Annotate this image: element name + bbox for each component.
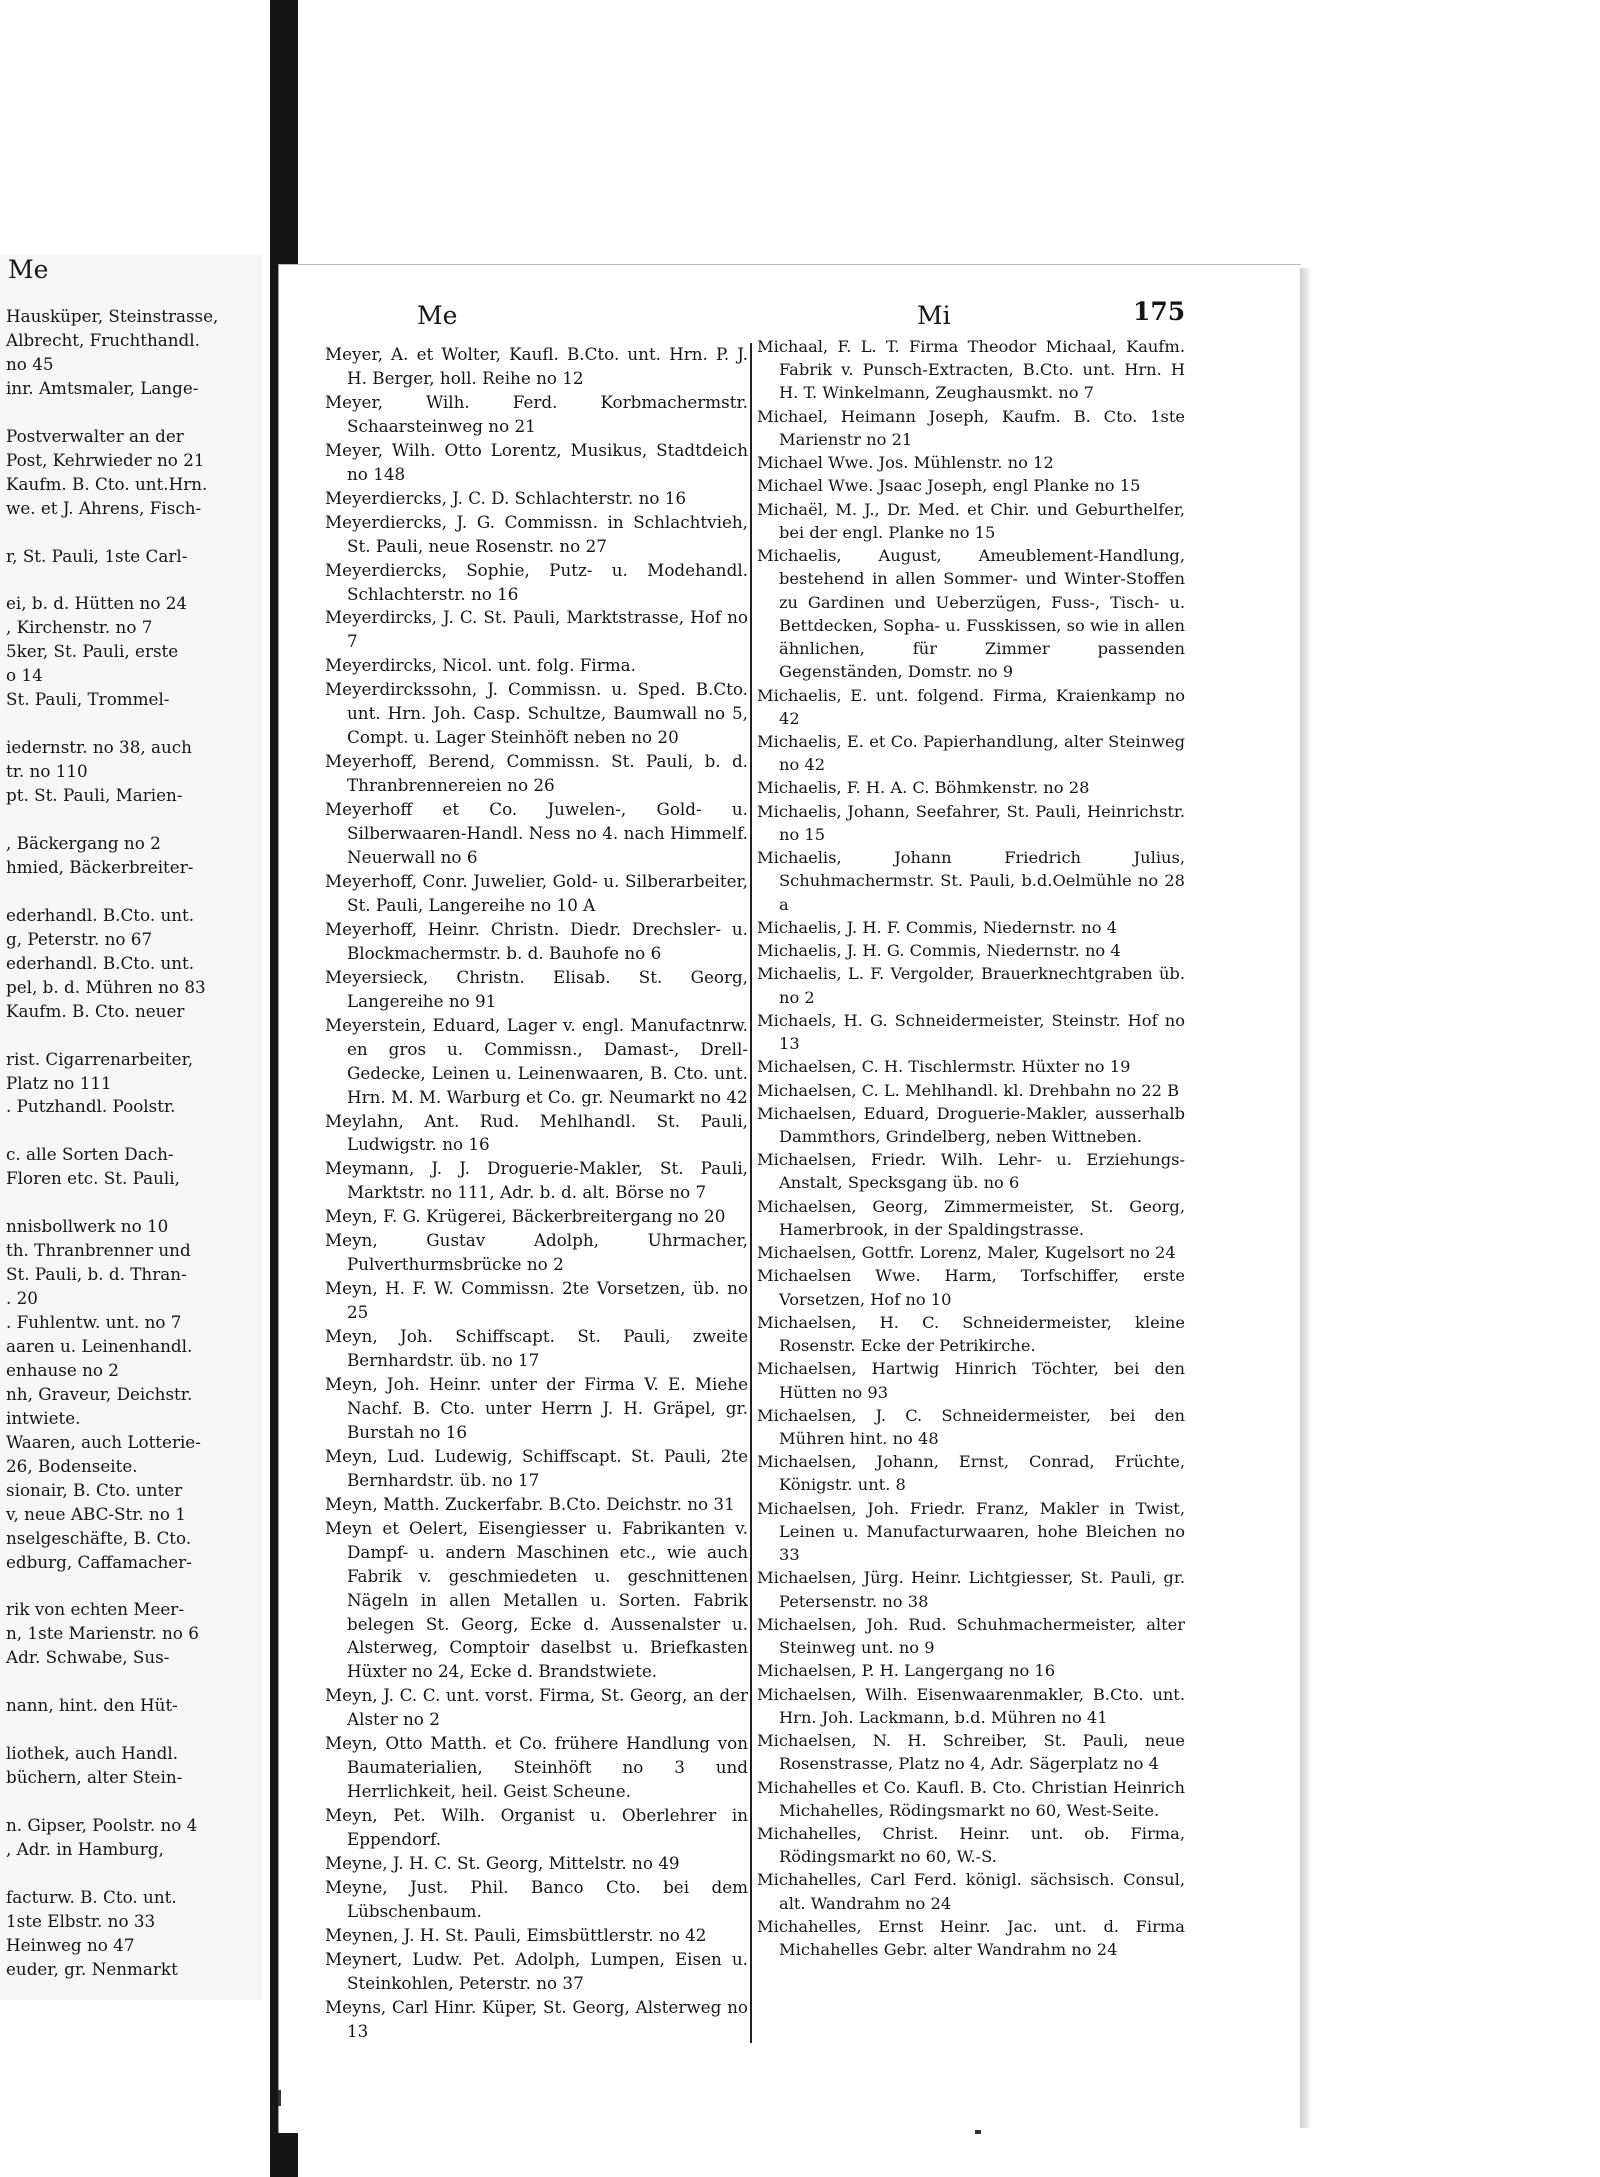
directory-entry: Michaelsen, J. C. Schneidermeister, bei den Mühren hint. no 48 [757,1405,1185,1449]
directory-entry: Meyer, Wilh. Ferd. Korbmachermstr. Schaarsteinweg no 21 [325,391,748,436]
directory-entry: Meyerhoff, Conr. Juwelier, Gold- u. Silberarbeiter, St. Pauli, Langereihe no 10 A [325,870,748,915]
directory-entry: Michaelsen, H. C. Schneidermeister, kleine Rosenstr. Ecke der Petrikirche. [757,1312,1185,1356]
directory-entry: Michaelis, August, Ameublement-Handlung, bestehend in allen Sommer- und Winter-Stoffen zu Gardinen und Ueberzügen, Fuss-, Tisch- u. Bettdecken, Sopha- u. Fusskissen, so wie in allen ähnlichen, für Zimmer passenden Gegenständen, Domstr. no 9 [757,546,1185,682]
right-page [278,264,1301,2133]
left-page-line: intwiete. [6,1407,81,1428]
directory-entry: Michael, Heimann Joseph, Kaufm. B. Cto. 1ste Marienstr no 21 [757,406,1185,449]
ink-speck [975,2130,981,2134]
directory-entry: Meynert, Ludw. Pet. Adolph, Lumpen, Eisen u. Steinkohlen, Peterstr. no 37 [325,1948,748,1993]
column-b [757,335,1185,1961]
directory-entry: Meyn, Otto Matth. et Co. frühere Handlung von Baumaterialien, Steinhöft no 3 und Herrlichkeit, heil. Geist Scheune. [325,1733,748,1802]
directory-entry: Michaelsen, C. L. Mehlhandl. kl. Drehbahn no 22 B [757,1080,1180,1100]
left-page-line [6,1191,256,1215]
margin-mark [278,2090,281,2106]
directory-entry: Meyn, Gustav Adolph, Uhrmacher, Pulverthurmsbrücke no 2 [325,1230,748,1275]
directory-entry: Michahelles, Ernst Heinr. Jac. unt. d. Firma Michahelles Gebr. alter Wandrahm no 24 [757,1916,1185,1960]
directory-entry: Meyer, A. et Wolter, Kaufl. B.Cto. unt. Hrn. P. J. H. Berger, holl. Reihe no 12 [325,344,748,388]
directory-entry: Michaelsen, Friedr. Wilh. Lehr- u. Erziehungs-Anstalt, Specksgang üb. no 6 [757,1150,1185,1193]
left-page-line: inr. Amtsmaler, Lange- [6,377,199,398]
left-page-line: facturw. B. Cto. unt. [6,1886,177,1907]
left-page-line: Postverwalter an der [6,425,184,446]
left-page-line: . Fuhlentw. unt. no 7 [6,1312,182,1333]
left-page-line: St. Pauli, b. d. Thran- [6,1264,187,1285]
directory-entry: Michaelis, J. H. G. Commis, Niedernstr. no 4 [757,941,1121,961]
left-page-line [6,521,256,545]
directory-entry: Michaël, M. J., Dr. Med. et Chir. und Geburthelfer, bei der engl. Planke no 15 [757,499,1185,542]
left-page-line: hmied, Bäckerbreiter- [6,856,194,877]
left-page-line [6,568,256,592]
header-center: Mi [917,301,951,330]
directory-entry: Michaelis, E. et Co. Papierhandlung, alter Steinweg no 42 [757,731,1185,775]
directory-entry: Michaelsen, C. H. Tischlermstr. Hüxter no 19 [757,1057,1131,1077]
directory-entry: Meyn, Joh. Schiffscapt. St. Pauli, zweite Bernhardstr. üb. no 17 [325,1326,748,1371]
left-page-line: Hausküper, Steinstrasse, [6,306,219,326]
left-page-line: 26, Bodenseite. [6,1455,138,1476]
left-page-line [6,1862,256,1886]
directory-entry: Meymann, J. J. Droguerie-Makler, St. Pauli, Marktstr. no 111, Adr. b. d. alt. Börse no 7 [325,1158,748,1203]
left-page-line: , Bäckergang no 2 [6,832,161,853]
directory-entry: Meyerhoff, Berend, Commissn. St. Pauli, b. d. Thranbrennereien no 26 [325,751,748,796]
left-page-line: Floren etc. St. Pauli, [6,1168,180,1189]
directory-entry: Michaelsen, Johann, Ernst, Conrad, Früchte, Königstr. unt. 8 [757,1452,1185,1495]
left-page-line: Albrecht, Fruchthandl. [6,329,200,350]
left-page-line: c. alle Sorten Dach- [6,1144,174,1165]
header-left: Me [417,301,458,330]
directory-entry: Michaelis, F. H. A. C. Böhmkenstr. no 28 [757,778,1090,798]
left-page-line: we. et J. Ahrens, Fisch- [6,497,202,518]
left-page-line: 1ste Elbstr. no 33 [6,1910,156,1931]
directory-entry: Meyn et Oelert, Eisengiesser u. Fabrikanten v. Dampf- u. andern Maschinen etc., wie auch Fabrik v. geschmiedeten u. geschnittenen Nägeln in allen Metallen u. Sorten. Fabrik belegen St. Georg, Ecke d. Aussenalster u. Alsterweg, Comptoir daselbst u. Briefkasten Hüxter no 24, Ecke d. Brandstwiete. [325,1517,748,1682]
left-page-line [6,1575,256,1599]
directory-entry: Michaelsen, Jürg. Heinr. Lichtgiesser, St. Pauli, gr. Petersenstr. no 38 [757,1568,1185,1611]
directory-entry: Michaelsen, Gottfr. Lorenz, Maler, Kugelsort no 24 [757,1243,1176,1263]
left-page-line: nann, hint. den Hüt- [6,1695,178,1716]
left-page-line: euder, gr. Nenmarkt [6,1958,178,1979]
directory-entry: Michahelles, Carl Ferd. königl. sächsisch. Consul, alt. Wandrahm no 24 [757,1870,1185,1913]
left-page-line: n. Gipser, Poolstr. no 4 [6,1815,198,1836]
directory-entry: Meyne, Just. Phil. Banco Cto. bei dem Lübschenbaum. [325,1877,748,1921]
left-page-line: , Kirchenstr. no 7 [6,617,153,638]
directory-entry: Meyerdirckssohn, J. Commissn. u. Sped. B.Cto. unt. Hrn. Joh. Casp. Schultze, Baumwall no 5, Compt. u. Lager Steinhöft neben no 20 [325,679,748,748]
left-page-line: sionair, B. Cto. unter [6,1479,183,1500]
left-page-header: Me [8,255,49,284]
directory-entry: Meyn, Matth. Zuckerfabr. B.Cto. Deichstr. no 31 [325,1493,735,1514]
directory-entry: Meyerhoff, Heinr. Christn. Diedr. Drechsler- u. Blockmachermstr. b. d. Bauhofe no 6 [325,918,748,963]
directory-entry: Meyersieck, Christn. Elisab. St. Georg, Langereihe no 91 [325,966,748,1011]
left-page-line: g, Peterstr. no 67 [6,928,153,949]
left-page-line: Kaufm. B. Cto. neuer [6,1000,185,1021]
directory-entry: Michaelis, Johann, Seefahrer, St. Pauli, Heinrichstr. no 15 [757,801,1185,844]
directory-entry: Michaelis, L. F. Vergolder, Brauerknechtgraben üb. no 2 [757,964,1185,1007]
column-a [325,343,748,2044]
left-page-line: nnisbollwerk no 10 [6,1216,169,1237]
left-page-line: nselgeschäfte, B. Cto. [6,1527,192,1548]
left-page-line: r, St. Pauli, 1ste Carl- [6,545,188,566]
column-divider [750,343,752,2043]
directory-entry: Michaelis, E. unt. folgend. Firma, Kraienkamp no 42 [757,685,1185,728]
directory-entry: Meyerdiercks, J. G. Commissn. in Schlachtvieh, St. Pauli, neue Rosenstr. no 27 [325,511,748,556]
directory-entry: Meyerdircks, J. C. St. Pauli, Marktstrasse, Hof no 7 [325,607,748,652]
left-page [0,255,262,2000]
directory-entry: Meyn, Pet. Wilh. Organist u. Oberlehrer in Eppendorf. [325,1805,748,1850]
left-page-line: . Putzhandl. Poolstr. [6,1096,176,1117]
left-page-line: liothek, auch Handl. [6,1743,179,1764]
left-page-line: Kaufm. B. Cto. unt.Hrn. [6,473,208,494]
left-page-column [6,305,256,1982]
left-page-line [6,1718,256,1742]
directory-entry: Meyns, Carl Hinr. Küper, St. Georg, Alsterweg no 13 [325,1996,748,2041]
directory-entry: Michael Wwe. Jsaac Joseph, engl Planke no 15 [757,476,1141,496]
directory-entry: Michaal, F. L. T. Firma Theodor Michaal, Kaufm. Fabrik v. Punsch-Extracten, B.Cto. unt. Hrn. H H. T. Winkelmann, Zeughausmkt. no 7 [757,337,1185,403]
directory-entry: Michaelsen, P. H. Langergang no 16 [757,1661,1056,1681]
directory-entry: Meyer, Wilh. Otto Lorentz, Musikus, Stadtdeich no 148 [325,439,748,484]
left-page-line [6,1119,256,1143]
left-page-line [6,712,256,736]
directory-entry: Michaelsen, N. H. Schreiber, St. Pauli, neue Rosenstrasse, Platz no 4, Adr. Sägerplatz no 4 [757,1731,1185,1774]
directory-entry: Meyerdiercks, Sophie, Putz- u. Modehandl. Schlachterstr. no 16 [325,559,748,604]
directory-entry: Michaelsen, Eduard, Droguerie-Makler, ausserhalb Dammthors, Grindelberg, neben Wittneben. [757,1103,1185,1146]
left-page-line: ederhandl. B.Cto. unt. [6,952,195,973]
directory-entry: Michaelsen, Wilh. Eisenwaarenmakler, B.Cto. unt. Hrn. Joh. Lackmann, b.d. Mühren no 41 [757,1684,1185,1727]
directory-entry: Meyn, F. G. Krügerei, Bäckerbreitergang no 20 [325,1206,726,1227]
left-page-line: rist. Cigarrenarbeiter, [6,1048,194,1069]
left-page-line: St. Pauli, Trommel- [6,689,170,710]
left-page-line: v, neue ABC-Str. no 1 [6,1503,186,1524]
directory-entry: Meyn, H. F. W. Commissn. 2te Vorsetzen, üb. no 25 [325,1278,748,1323]
left-page-line: Heinweg no 47 [6,1934,135,1955]
directory-entry: Meynen, J. H. St. Pauli, Eimsbüttlerstr. no 42 [325,1924,707,1945]
directory-entry: Meyn, Joh. Heinr. unter der Firma V. E. Miehe Nachf. B. Cto. unter Herrn J. H. Gräpel, gr. Burstah no 16 [325,1373,748,1442]
left-page-line: o 14 [6,665,43,686]
left-page-line: Platz no 111 [6,1072,112,1093]
left-page-line: edburg, Caffamacher- [6,1551,192,1572]
left-page-line: nh, Graveur, Deichstr. [6,1383,193,1404]
left-page-line: rik von echten Meer- [6,1599,184,1620]
directory-entry: Michael Wwe. Jos. Mühlenstr. no 12 [757,453,1054,473]
directory-entry: Meyne, J. H. C. St. Georg, Mittelstr. no 49 [325,1853,680,1874]
left-page-line: aaren u. Leinenhandl. [6,1335,193,1356]
left-page-line: iedernstr. no 38, auch [6,737,192,758]
directory-entry: Michaelsen, Georg, Zimmermeister, St. Georg, Hamerbrook, in der Spaldingstrasse. [757,1196,1185,1239]
directory-entry: Meyerhoff et Co. Juwelen-, Gold- u. Silberwaaren-Handl. Ness no 4. nach Himmelf. Neuerwall no 6 [325,799,748,868]
directory-entry: Michahelles et Co. Kaufl. B. Cto. Christian Heinrich Michahelles, Rödingsmarkt no 60, West-Seite. [757,1777,1185,1820]
left-page-line: enhause no 2 [6,1359,119,1380]
directory-entry: Michaelsen Wwe. Harm, Torfschiffer, erste Vorsetzen, Hof no 10 [757,1266,1185,1309]
left-page-line: Waaren, auch Lotterie- [6,1431,201,1452]
left-page-line: 5ker, St. Pauli, erste [6,641,179,662]
left-page-line: no 45 [6,353,54,374]
left-page-line: pt. St. Pauli, Marien- [6,785,183,806]
page-number: 175 [1133,297,1186,326]
directory-entry: Meyerdiercks, J. C. D. Schlachterstr. no 16 [325,487,687,508]
left-page-line: , Adr. in Hamburg, [6,1839,164,1859]
directory-entry: Michaelsen, Joh. Rud. Schuhmachermeister, alter Steinweg unt. no 9 [757,1614,1185,1658]
directory-entry: Meyn, J. C. C. unt. vorst. Firma, St. Georg, an der Alster no 2 [325,1685,748,1730]
directory-entry: Meyerdircks, Nicol. unt. folg. Firma. [325,655,636,676]
directory-entry: Michaels, H. G. Schneidermeister, Steinstr. Hof no 13 [757,1010,1185,1054]
left-page-line: th. Thranbrenner und [6,1240,191,1261]
left-page-line: tr. no 110 [6,761,88,782]
directory-entry: Meylahn, Ant. Rud. Mehlhandl. St. Pauli, Ludwigstr. no 16 [325,1110,748,1155]
left-page-line: . 20 [6,1288,38,1309]
directory-entry: Michaelsen, Joh. Friedr. Franz, Makler in Twist, Leinen u. Manufacturwaaren, hohe Bleichen no 33 [757,1498,1185,1565]
left-page-line [6,808,256,832]
left-page-line: pel, b. d. Mühren no 83 [6,976,206,997]
left-page-line [6,880,256,904]
directory-entry: Michaelis, Johann Friedrich Julius, Schuhmachermstr. St. Pauli, b.d.Oelmühle no 28 a [757,848,1185,914]
directory-entry: Michaelsen, Hartwig Hinrich Töchter, bei den Hütten no 93 [757,1359,1185,1402]
left-page-line [6,1670,256,1694]
left-page-line: Adr. Schwabe, Sus- [6,1647,170,1668]
left-page-line [6,401,256,425]
left-page-line: Post, Kehrwieder no 21 [6,449,205,470]
directory-entry: Meyn, Lud. Ludewig, Schiffscapt. St. Pauli, 2te Bernhardstr. üb. no 17 [325,1445,748,1490]
left-page-line [6,1024,256,1048]
directory-entry: Michahelles, Christ. Heinr. unt. ob. Firma, Rödingsmarkt no 60, W.-S. [757,1824,1185,1867]
left-page-line: ei, b. d. Hütten no 24 [6,593,188,614]
page-edge [1300,268,1312,2128]
left-page-line: büchern, alter Stein- [6,1767,183,1788]
left-page-line [6,1790,256,1814]
left-page-line: n, 1ste Marienstr. no 6 [6,1623,199,1644]
directory-entry: Meyerstein, Eduard, Lager v. engl. Manufactnrw. en gros u. Commissn., Damast-, Drell-Gedecke, Leinen u. Leinenwaaren, B. Cto. unt. Hrn. M. M. Warburg et Co. gr. Neumarkt no 42 [325,1014,748,1107]
left-page-line: ederhandl. B.Cto. unt. [6,904,195,925]
directory-entry: Michaelis, J. H. F. Commis, Niedernstr. no 4 [757,917,1118,937]
